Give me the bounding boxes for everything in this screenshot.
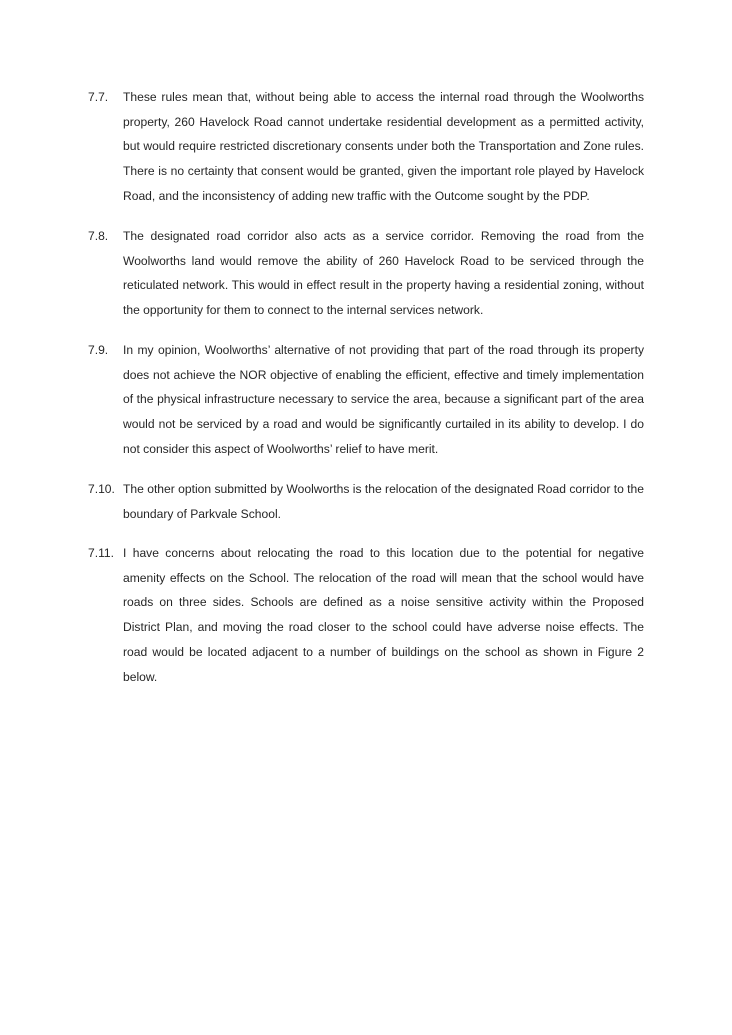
paragraph-number: 7.9. (88, 343, 109, 357)
paragraph-number: 7.10. (88, 482, 115, 496)
paragraph-7-8 (88, 224, 644, 323)
paragraph-text: In my opinion, Woolworths’ alternative of not providing that part of the road through its property does not achieve the NOR objective of enabling the efficient, effective and timely implementation of the physical infrastructure necessary to service the area, because a significant part of the area would not be serviced by a road and would be significantly curtailed in its ability to develop. I do not consider this aspect of Woolworths’ relief to have merit. (123, 343, 644, 456)
paragraph-7-7 (88, 85, 644, 209)
paragraph-7-10 (88, 477, 644, 526)
paragraph-number: 7.7. (88, 90, 109, 104)
paragraph-number: 7.11. (88, 546, 114, 560)
paragraph-text: The designated road corridor also acts as a service corridor. Removing the road from the Woolworths land would remove the ability of 260 Havelock Road to be serviced through the reticulated network. This would in effect result in the property having a residential zoning, without the opportunity for them to connect to the internal services network. (123, 229, 644, 318)
paragraph-text: I have concerns about relocating the road to this location due to the potential for negative amenity effects on the School. The relocation of the road will mean that the school would have roads on three sides. Schools are defined as a noise sensitive activity within the Proposed District Plan, and moving the road closer to the school could have adverse noise effects. The road would be located adjacent to a number of buildings on the school as shown in Figure 2 below. (123, 546, 644, 684)
paragraph-text: The other option submitted by Woolworths is the relocation of the designated Road corridor to the boundary of Parkvale School. (123, 482, 644, 521)
paragraph-text: These rules mean that, without being able to access the internal road through the Woolworths property, 260 Havelock Road cannot undertake residential development as a permitted activity, but would require restricted discretionary consents under both the Transportation and Zone rules. There is no certainty that consent would be granted, given the important role played by Havelock Road, and the inconsistency of adding new traffic with the Outcome sought by the PDP. (123, 90, 644, 203)
paragraph-number: 7.8. (88, 229, 109, 243)
paragraph-7-9 (88, 338, 644, 462)
paragraph-7-11 (88, 541, 644, 689)
